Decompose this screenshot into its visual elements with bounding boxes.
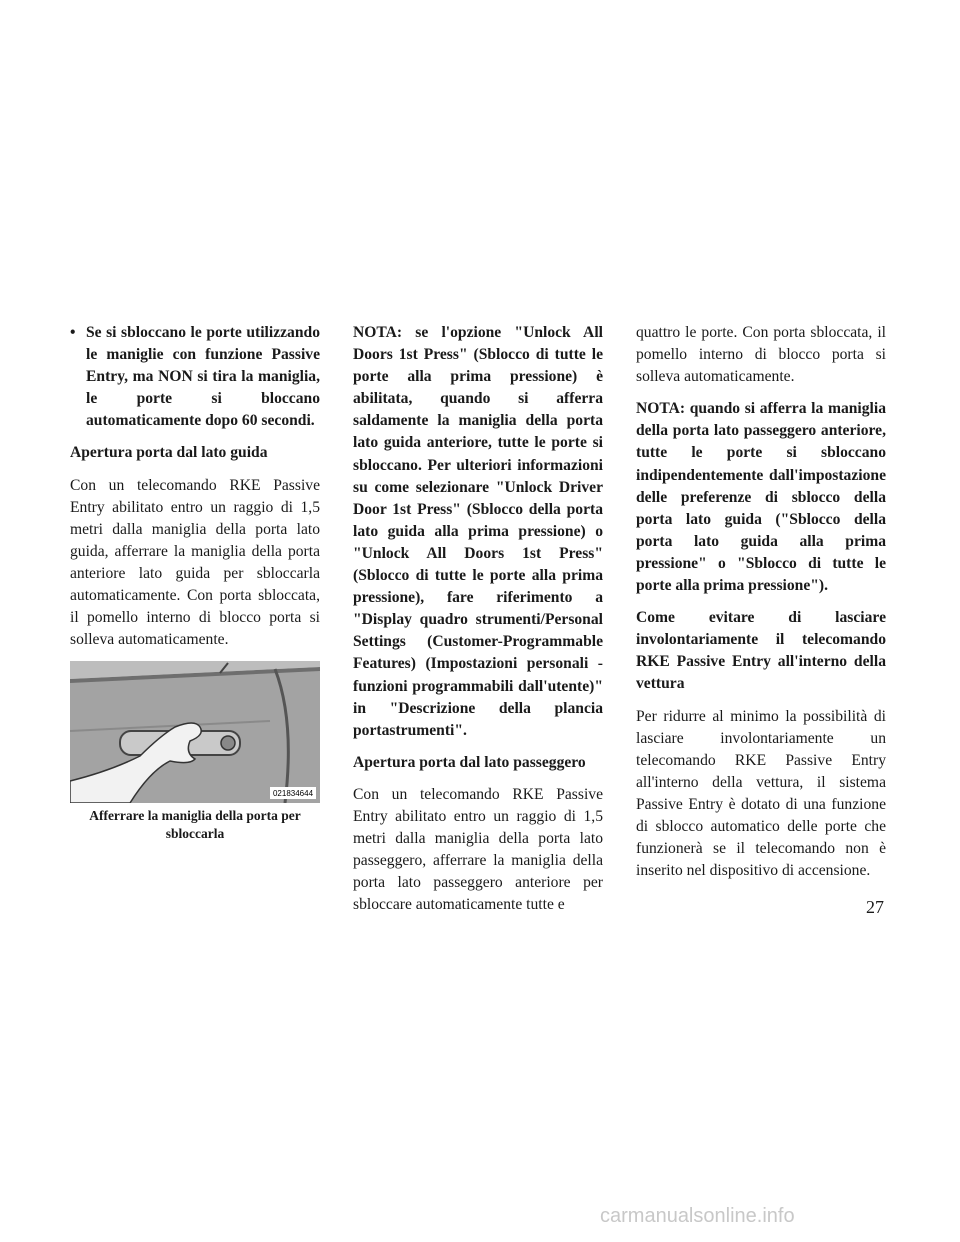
door-handle-figure xyxy=(70,661,320,803)
heading-avoid-leaving: Come evitare di lasciare involontariamente il telecomando RKE Passive Entry all'interno della vettura xyxy=(636,609,886,693)
page-number: 27 xyxy=(866,897,884,917)
note-passenger: NOTA: quando si afferra la maniglia della porta lato passeggero anteriore, tutte le porte si sbloccano indipendentemente dall'impostazione delle preferenze di sblocco della porta lato guida ("Sblocco della porta lato guida alla prima pressione" o "Sblocco di tutte le porte alla prima pressione"). xyxy=(636,400,886,595)
bullet-text: Se si sbloccano le porte utilizzando le maniglie con funzione Passive Entry, ma NON si tira la maniglia, le porte si bloccano automaticamente dopo 60 secondi. xyxy=(86,324,320,430)
paragraph-passenger-door: Con un telecomando RKE Passive Entry abilitato entro un raggio di 1,5 metri dalla maniglia della porta lato passeggero, afferrare la maniglia della porta lato passeggero anteriore per sbloccare automaticamente tutte e xyxy=(353,785,603,914)
watermark: carmanualsonline.info xyxy=(600,1205,795,1227)
heading-passenger-door: Apertura porta dal lato passeggero xyxy=(353,753,586,771)
paragraph-continued: quattro le porte. Con porta sbloccata, il pomello interno di blocco porta si solleva automaticamente. xyxy=(636,324,886,386)
note-unlock-all: NOTA: se l'opzione "Unlock All Doors 1st Press" (Sblocco di tutte le porte alla prima pressione) è abilitata, quando si afferra saldamente la maniglia della porta lato guida anteriore, tutte le porte si sbloccano. Per ulteriori informazioni su come selezionare "Unlock Driver Door 1st Press" (Sblocco della porta lato guida alla prima pressione) o "Unlock All Doors 1st Press" (Sblocco di tutte le porte alla prima pressione), fare riferimento a "Display quadro strumenti/Personal Settings (Customer-Programmable Features) (Impostazioni personali - funzioni programmabili dall'utente)" in "Descrizione della plancia portastrumenti". xyxy=(353,324,603,739)
figure-caption: Afferrare la maniglia della porta per sbloccarla xyxy=(89,808,301,842)
heading-driver-door: Apertura porta dal lato guida xyxy=(70,444,268,462)
bullet-dot: • xyxy=(70,324,76,341)
paragraph-avoid-leaving: Per ridurre al minimo la possibilità di lasciare involontariamente un telecomando RKE Passive Entry all'interno della vettura, il sistema Passive Entry è dotato di una funzione di sblocco automatico delle porte che funzionerà se il telecomando non è inserito nel dispositivo di accensione. xyxy=(636,707,886,880)
figure-code: 021834644 xyxy=(272,789,314,799)
paragraph-driver-door: Con un telecomando RKE Passive Entry abilitato entro un raggio di 1,5 metri dalla maniglia della porta lato guida, afferrare la maniglia della porta anteriore lato guida per sbloccarla automaticamente. Con porta sbloccata, il pomello interno di blocco porta si solleva automaticamente. xyxy=(70,476,320,649)
column-middle xyxy=(353,322,603,926)
column-left xyxy=(70,322,320,843)
column-right xyxy=(636,322,886,892)
door-handle-illustration xyxy=(70,661,320,803)
bullet-item xyxy=(70,322,320,432)
